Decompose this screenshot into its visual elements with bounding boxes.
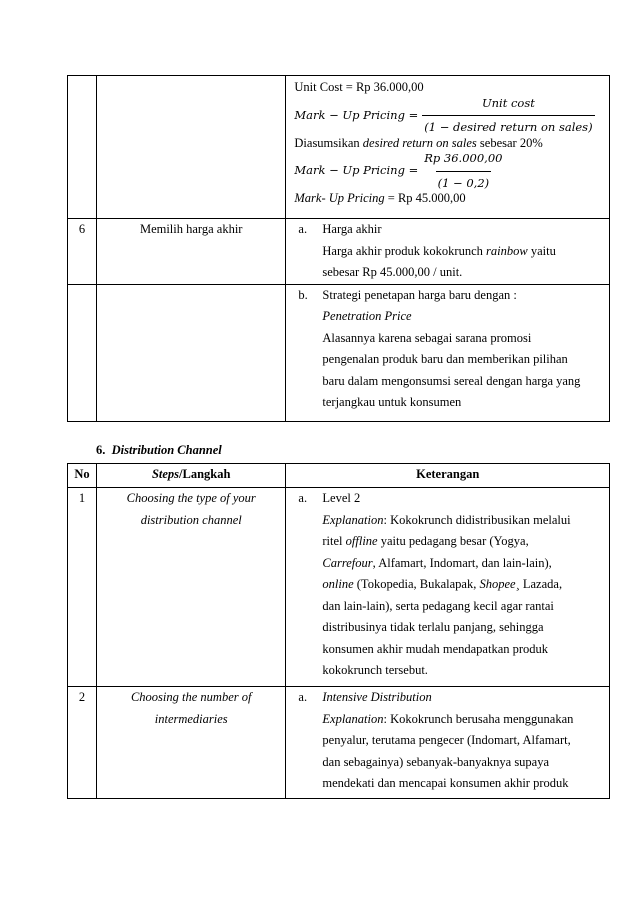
section-heading: [96, 443, 222, 458]
list-item-a: [298, 687, 603, 795]
item-line: dan sebagainya) sebanyak-banyaknya supaya: [322, 754, 550, 769]
cell-step-empty: [97, 284, 286, 421]
item-title: Intensive Distribution: [322, 690, 432, 704]
item-text: yaitu: [527, 243, 556, 258]
list-item-b: [298, 285, 603, 414]
fraction-1-numerator: Unit cost: [481, 95, 535, 110]
cell-no: [68, 488, 97, 687]
markup-formula-1: [294, 95, 609, 134]
cell-step: [97, 219, 286, 285]
item-text: , Alfamart, Indomart, dan lain-lain),: [372, 555, 552, 570]
step-text: Memilih harga akhir: [139, 222, 243, 236]
assumption-prefix: Diasumsikan: [294, 135, 363, 150]
cell-no: [68, 687, 97, 799]
unit-cost-text: Unit Cost = Rp 36.000,00: [294, 80, 424, 94]
table-row-pricing-calc: [68, 76, 610, 219]
item-text: : Kokokrunch didistribusikan melalui: [383, 512, 571, 527]
header-steps-rest: /Langkah: [179, 467, 231, 481]
list-marker: b.: [298, 287, 308, 302]
item-italic: Shopee: [479, 577, 516, 591]
cell-keterangan: [286, 488, 610, 687]
item-italic: Carrefour: [322, 555, 373, 570]
table-row-2: [68, 687, 610, 799]
row-number: 1: [78, 491, 86, 505]
item-text: : Kokokrunch berusaha menggunakan: [383, 711, 574, 726]
markup-formula-2: [294, 151, 609, 190]
item-text: (Tokopedia, Bukalapak,: [353, 577, 480, 591]
cell-no: [68, 219, 97, 285]
header-no-label: No: [74, 467, 90, 481]
cell-keterangan: [286, 687, 610, 799]
markup-result-label: Mark- Up Pricing: [294, 191, 385, 205]
item-line: Penetration Price: [322, 309, 412, 323]
step-line: Choosing the number of: [130, 690, 252, 704]
list-marker: a.: [298, 690, 308, 704]
item-text: Harga akhir produk kokokrunch: [322, 243, 487, 258]
item-italic: Explanation: [322, 512, 384, 527]
row-number: 2: [78, 690, 86, 704]
cell-keterangan: [286, 219, 610, 285]
cell-pricing-calc: [286, 76, 610, 219]
table-header-row: [68, 464, 610, 488]
item-title: Strategi penetapan harga baru dengan :: [322, 287, 517, 302]
list-marker: a.: [298, 491, 308, 505]
item-line: [322, 241, 603, 263]
cell-step: [97, 488, 286, 687]
header-steps-italic: Steps: [151, 467, 180, 481]
item-line: penyalur, terutama pengecer (Indomart, Alfamart,: [322, 733, 571, 747]
markup-label-2: Mark − Up Pricing =: [294, 163, 419, 178]
item-italic: online: [322, 577, 354, 591]
item-title: Harga akhir: [322, 222, 382, 236]
item-line: distribusinya tidak terlalu panjang, sehingga: [322, 620, 544, 634]
list-item-a: [298, 219, 603, 284]
cell-keterangan: [286, 284, 610, 421]
item-line: kokokrunch tersebut.: [322, 663, 428, 677]
item-line: mendekati dan mencapai konsumen akhir produk: [322, 776, 569, 790]
list-marker: a.: [298, 222, 308, 236]
row-number: 6: [78, 222, 86, 236]
assumption-italic: desired return on sales: [362, 135, 477, 150]
cell-step: [97, 687, 286, 799]
header-keterangan: [286, 464, 610, 488]
header-steps: [97, 464, 286, 488]
fraction-1-denominator: (1 − desired return on sales): [422, 115, 594, 139]
item-line: [322, 553, 603, 575]
markup-label-1: Mark − Up Pricing =: [294, 107, 419, 122]
item-line: sebesar Rp 45.000,00 / unit.: [322, 265, 463, 279]
cell-no-empty: [68, 76, 97, 219]
item-line: Alasannya karena sebagai sarana promosi: [322, 330, 532, 345]
item-line: [322, 574, 603, 596]
item-line: konsumen akhir mudah mendapatkan produk: [322, 641, 549, 656]
item-italic: Explanation: [322, 711, 384, 726]
item-line: dan lain-lain), serta pedagang kecil agar rantai: [322, 598, 554, 613]
item-line: terjangkau untuk konsumen: [322, 395, 462, 409]
fraction-2-numerator: Rp 36.000,00: [424, 151, 503, 165]
list-item-a: [298, 488, 603, 682]
cell-no-empty: [68, 284, 97, 421]
fraction-2-denominator: (1 − 0,2): [436, 171, 492, 195]
fraction-1: [422, 93, 594, 139]
header-no: [68, 464, 97, 488]
section-number: 6.: [96, 443, 106, 457]
item-italic: offline: [345, 534, 378, 548]
header-steps-label: [97, 464, 285, 486]
item-text: ¸ Lazada,: [515, 577, 563, 591]
item-line: baru dalam mengonsumsi sereal dengan harga yang: [322, 373, 581, 388]
item-line: [322, 510, 603, 532]
table-row-6-b: [68, 284, 610, 421]
distribution-table: [67, 463, 610, 799]
section-title: Distribution Channel: [111, 443, 222, 457]
item-italic: rainbow: [486, 243, 528, 258]
header-keterangan-label: Keterangan: [416, 467, 480, 481]
pricing-table: [67, 75, 610, 422]
assumption-suffix: sebesar 20%: [476, 135, 543, 150]
step-line: distribution channel: [140, 512, 242, 527]
item-line: pengenalan produk baru dan memberikan pilihan: [322, 352, 568, 366]
item-text: ritel: [322, 534, 346, 548]
item-text: yaitu pedagang besar (Yogya,: [377, 534, 529, 548]
table-row-6: [68, 219, 610, 285]
item-line: [322, 531, 603, 553]
markup-result-value: = Rp 45.000,00: [384, 191, 466, 205]
cell-step-empty: [97, 76, 286, 219]
markup-result: [294, 188, 609, 210]
item-line: [322, 709, 603, 731]
item-title: Level 2: [322, 491, 361, 505]
table-row-1: [68, 488, 610, 687]
step-line: intermediaries: [154, 711, 228, 726]
step-line: Choosing the type of your: [126, 491, 256, 505]
